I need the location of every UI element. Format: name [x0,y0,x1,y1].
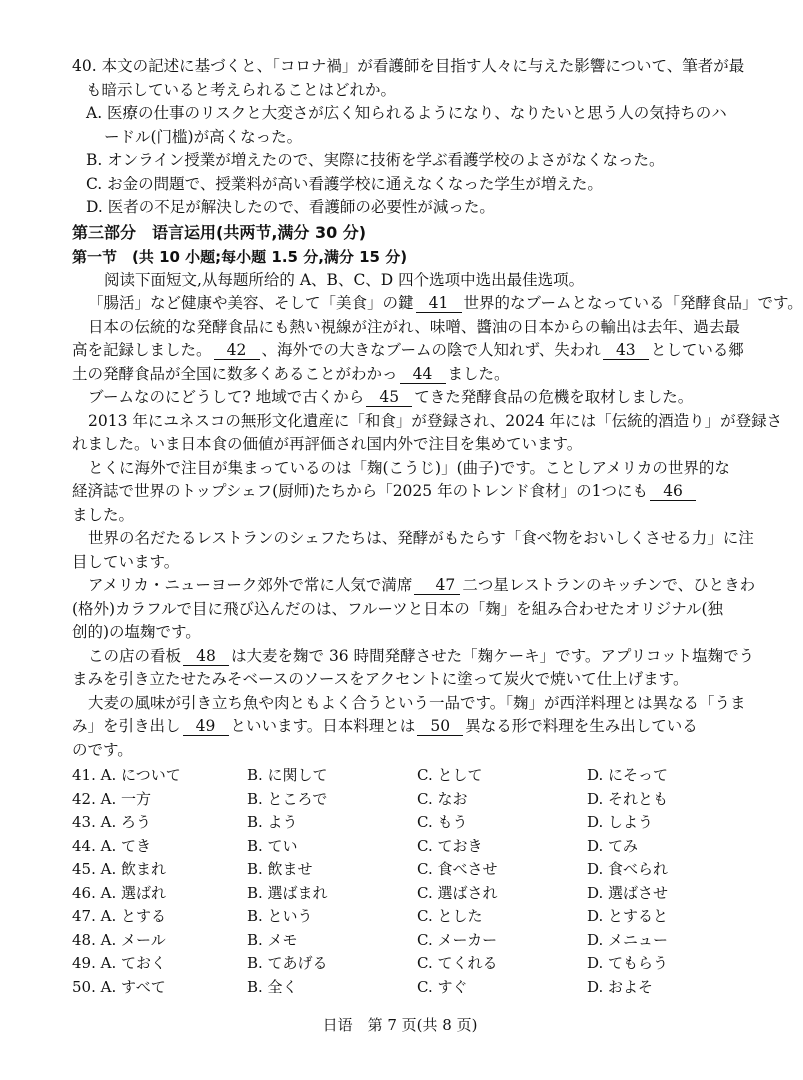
option-d: D. 選ばさせ [587,883,669,902]
option-a: 43. A. ろう [72,813,151,831]
option-d: D. とすると [587,907,669,925]
option-b: B. 全く [247,977,298,996]
passage-line: 土の発酵食品が全国に数多くあることがわかっ 44 ました。 [72,364,510,383]
answer-options [72,764,760,999]
question-40-stem-cont: も暗示していると考えられることはどれか。 [86,80,397,99]
passage-paragraph: とくに海外で注目が集まっているのは「麹(こうじ)」(曲子)です。ことしアメリカの世界的な [88,458,730,477]
option-c: C. ておき [417,836,483,855]
section-title: 第三部分 语言运用(共两节,满分 30 分) [72,222,367,242]
option-d: D. およそ [587,977,654,996]
passage-paragraph: この店の看板 48 は大麦を麹で 36 時間発酵させた「麹ケーキ」です。アプリコット塩麹でう [88,646,755,665]
option-row-44 [72,835,760,859]
passage [72,292,803,762]
option-b: B. よう [247,813,298,831]
passage-paragraph: 2013 年にユネスコの無形文化遺産に「和食」が登録され、2024 年には「伝統的酒造り」が登録さ [88,411,783,430]
question-40-option-b: B. オンライン授業が増えたので、実際に技術を学ぶ看護学校のよさがなくなった。 [86,151,665,169]
subsection-title: 第一节 (共 10 小题;每小题 1.5 分,满分 15 分) [72,247,408,266]
option-c: C. 選ばされ [417,883,498,902]
question-40 [72,55,760,220]
option-a: 42. A. 一方 [72,789,151,808]
option-d: D. メニュー [587,930,669,949]
passage-line: 高を記録しました。 42 、海外での大きなブームの陰で人知れず、失われ 43 としている郷 [72,341,744,359]
option-d: D. それとも [587,789,669,808]
blank-49: 49 [183,718,229,736]
section-instruction: 阅读下面短文,从每题所给的 A、B、C、D 四个选项中选出最佳选项。 [104,270,585,289]
option-a: 44. A. てき [72,836,151,855]
option-a: 50. A. すべて [72,977,166,996]
option-a: 45. A. 飲まれ [72,860,166,878]
option-c: C. メーカー [417,930,498,949]
passage-line: 目しています。 [72,552,180,571]
passage-line: のです。 [72,740,133,759]
question-40-option-a-cont: ードル(门槛)が高くなった。 [104,127,303,146]
option-a: 46. A. 選ばれ [72,883,166,902]
passage-paragraph: 大麦の風味が引き立ち魚や肉ともよく合うという一品です。「麹」が西洋料理とは異なる「うま [88,693,746,712]
blank-46: 46 [650,483,696,501]
option-c: C. 食べさせ [417,860,498,878]
option-d: D. てみ [587,836,639,855]
option-c: C. すぐ [417,977,468,996]
option-c: C. なお [417,789,468,808]
passage-paragraph: ブームなのにどうして? 地域で古くから 45 てきた発酵食品の危機を取材しました。 [88,388,694,406]
option-c: C. もう [417,813,468,831]
option-row-41 [72,764,760,788]
passage-paragraph: 世界の名だたるレストランのシェフたちは、発酵がもたらす「食べ物をおいしくさせる力」に注 [88,529,754,547]
option-row-47 [72,905,760,929]
blank-43: 43 [603,342,649,360]
blank-41: 41 [416,295,462,313]
option-b: B. てあげる [247,954,328,972]
passage-line: み」を引き出し 49 といいます。日本料理とは 50 異なる形で料理を生み出している [72,717,698,735]
option-row-45 [72,858,760,882]
option-b: B. ところで [247,789,328,808]
option-row-48 [72,929,760,953]
passage-line: ました。 [72,505,135,524]
option-c: C. とした [417,907,483,925]
passage-line: れました。いま日本食の価値が再評価され国内外で注目を集めています。 [72,435,583,453]
passage-paragraph: 「腸活」など健康や美容、そして「美食」の鍵 41 世界的なブームとなっている「発酵食品」です。 [88,294,803,312]
blank-50: 50 [417,718,463,736]
option-c: C. てくれる [417,954,498,972]
option-a: 41. A. について [72,766,181,784]
option-d: D. にそって [587,766,669,784]
option-b: B. メモ [247,930,298,949]
option-row-42 [72,788,760,812]
option-b: B. てい [247,836,298,855]
question-40-option-a: A. 医療の仕事のリスクと大変さが広く知られるようになり、なりたいと思う人の気持ちのハ [86,104,727,122]
option-b: B. 選ばまれ [247,883,328,902]
passage-paragraph: アメリカ・ニューヨーク郊外で常に人気で満席 47 二つ星レストランのキッチンで、ひときわ(格外)カラフルで目に飛び込んだのは、フルーツと日本の「麹」を組み合わせたオリジナル(独 [72,576,756,618]
option-row-46 [72,882,760,906]
option-row-49 [72,952,760,976]
blank-42: 42 [214,342,260,360]
option-a: 47. A. とする [72,907,166,925]
option-row-43 [72,811,760,835]
question-40-stem: 40. 本文の記述に基づくと、「コロナ禍」が看護師を目指す人々に与えた影響について、筆者が最 [72,57,745,75]
option-c: C. として [417,766,483,784]
option-b: B. 飲ませ [247,860,313,878]
question-40-option-c: C. お金の問題で、授業料が高い看護学校に通えなくなった学生が増えた。 [86,174,603,193]
option-d: D. てもらう [587,954,669,972]
passage-line: 创的)の塩麹です。 [72,623,201,641]
blank-45: 45 [366,389,412,407]
option-row-50 [72,976,760,1000]
passage-line: まみを引き立たせたみそベースのソースをアクセントに塗って炭火で焼いて仕上げます。 [72,670,689,688]
option-b: B. という [247,907,313,925]
page-footer: 日语 第 7 页(共 8 页) [322,1016,478,1034]
option-d: D. 食べられ [587,860,669,878]
passage-paragraph: 日本の伝統的な発酵食品にも熱い視線が注がれ、味噌、醬油の日本からの輸出は去年、過去最 [88,317,740,336]
option-a: 48. A. メール [72,930,166,949]
blank-47: 47 [414,577,460,595]
blank-44: 44 [400,366,446,384]
blank-48: 48 [183,648,229,666]
option-d: D. しよう [587,813,654,831]
option-a: 49. A. ておく [72,954,166,972]
passage-line: 経済誌で世界のトップシェフ(厨师)たちから「2025 年のトレンド食材」の1つにも 46 [72,480,760,504]
option-b: B. に関して [247,766,328,784]
question-40-option-d: D. 医者の不足が解決したので、看護師の必要性が減った。 [86,198,495,216]
